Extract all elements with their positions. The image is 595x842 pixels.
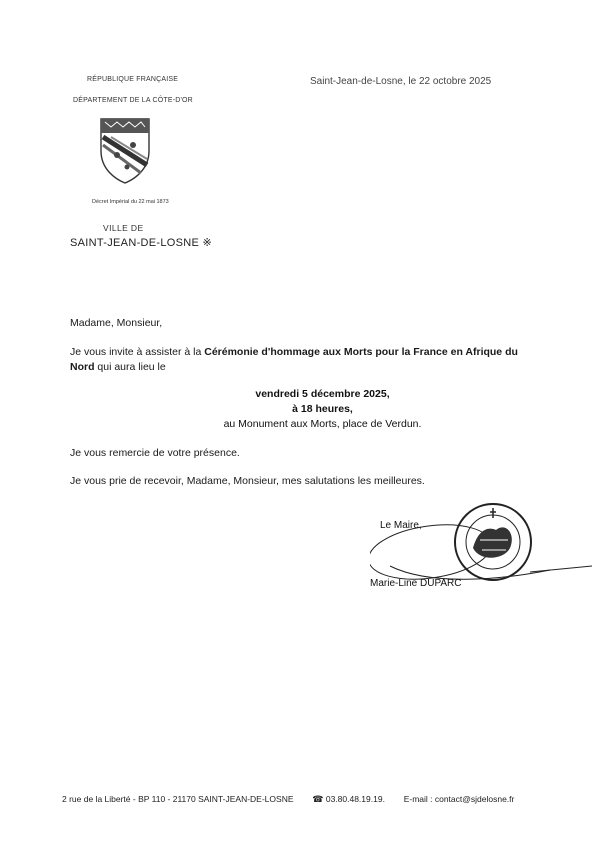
- ceremony-name: Cérémonie d'hommage aux Morts pour la France en Afrique du Nord: [70, 346, 518, 373]
- ville-label: VILLE DE: [103, 223, 144, 233]
- footer-address: 2 rue de la Liberté - BP 110 - 21170 SAINT-JEAN-DE-LOSNE: [62, 794, 294, 804]
- town-name-text: SAINT-JEAN-DE-LOSNE: [70, 237, 200, 249]
- coat-of-arms-icon: [97, 115, 153, 185]
- event-place: au Monument aux Morts, place de Verdun.: [223, 418, 422, 430]
- invitation-end: qui aura lieu le: [94, 361, 166, 373]
- footer-phone: 03.80.48.19.19.: [325, 794, 385, 804]
- town-name: [70, 236, 212, 249]
- event-time: à 18 heures,: [292, 403, 353, 415]
- republique-label: RÉPUBLIQUE FRANÇAISE: [87, 76, 179, 83]
- invitation-paragraph: [70, 345, 530, 375]
- closing-line: Je vous prie de recevoir, Madame, Monsieur, mes salutations les meilleures.: [70, 475, 425, 487]
- event-date: vendredi 5 décembre 2025,: [255, 388, 390, 400]
- salutation: Madame, Monsieur,: [70, 317, 163, 329]
- letter-date: Saint-Jean-de-Losne, le 22 octobre 2025: [310, 76, 492, 87]
- thanks-line: Je vous remercie de votre présence.: [70, 447, 240, 459]
- signatory-role: Le Maire,: [380, 520, 422, 531]
- footer-email: E-mail : contact@sjdelosne.fr: [403, 794, 515, 804]
- signatory-name: Marie-Line DUPARC: [370, 578, 462, 589]
- phone-icon: ☎: [312, 794, 324, 804]
- decree-label: Décret Impérial du 22 mai 1873: [92, 199, 169, 205]
- departement-label: DÉPARTEMENT DE LA CÔTE-D'OR: [73, 97, 193, 104]
- footer: [62, 794, 514, 805]
- invitation-intro: Je vous invite à assister à la: [70, 346, 205, 358]
- town-flower-icon: ※: [202, 237, 213, 249]
